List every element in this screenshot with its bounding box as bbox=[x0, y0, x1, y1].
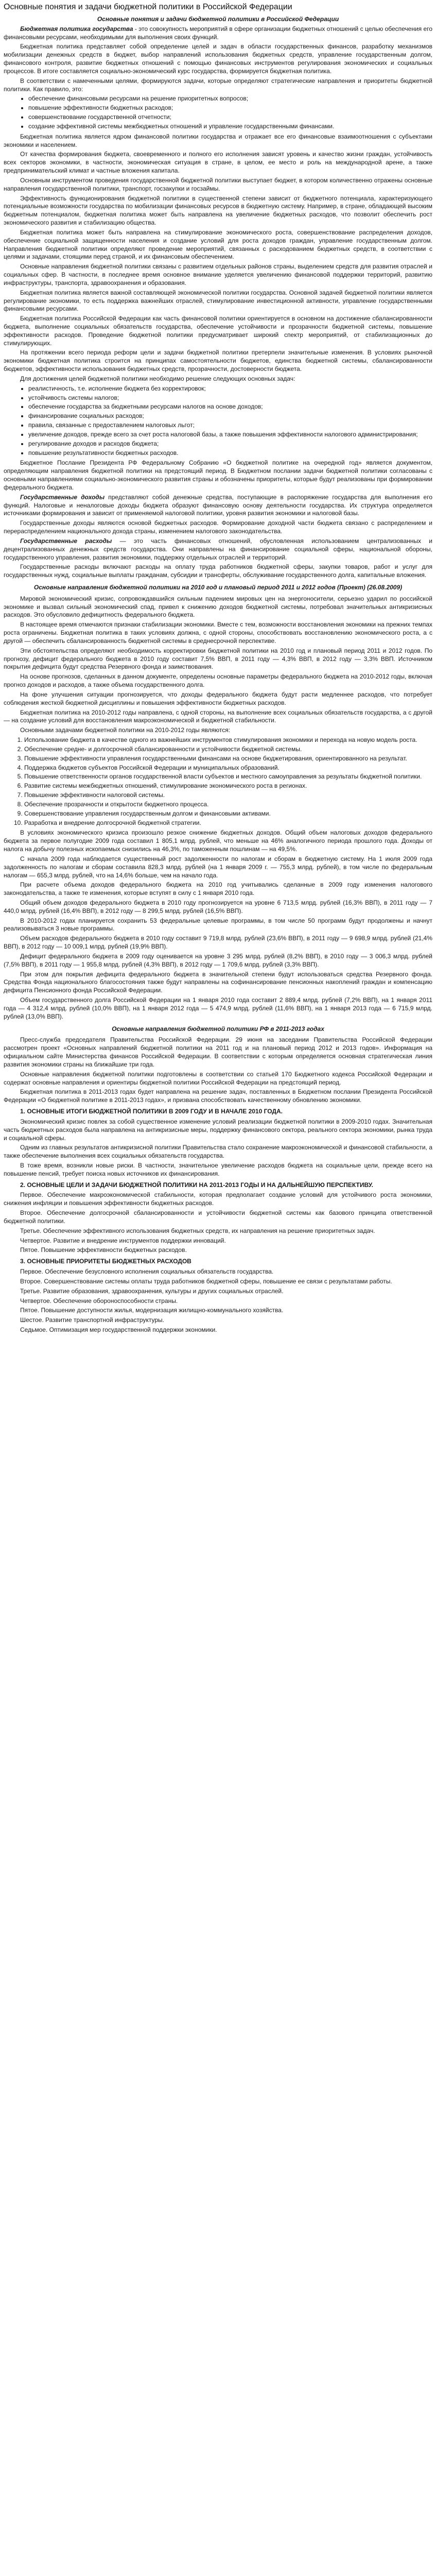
paragraph: Одним из главных результатов антикризисной политики Правительства стало сохранение макроэкономической и финансовой стабильности, а также обеспечение выполнения всех социальных обязательств государства. bbox=[4, 1144, 432, 1160]
paragraph-text: представляют собой денежные средства, поступающие в распоряжение государства для выполнения его функций. Налоговые и неналоговые доходы бюджета образуют финансовую основу деятельности государства. Их структура определяется источниками формирования и зависит от применяемой налоговой политики, уровня развития экономики и налоговой базы. bbox=[4, 493, 432, 517]
list-item: • правила, связанные с предоставлением налоговых льгот; bbox=[28, 421, 432, 430]
paragraph: Первое. Обеспечение макроэкономической стабильности, которая предполагает создание условий для устойчивого роста экономики, снижения инфляции и повышения эффективности бюджетных расходов. bbox=[4, 1191, 432, 1207]
paragraph: Бюджетная политика является ядром финансовой политики государства и отражает все его финансовые взаимоотношения с субъектами экономики и населением. bbox=[4, 132, 432, 148]
paragraph bbox=[4, 494, 432, 518]
intro-paragraph: Бюджетная политика представляет собой определение целей и задач в области государственных финансов, разработку механизмов мобилизации денежных средств в бюджет, выбор направлений использования бюджетных средств, управление государственным долгом, финансового контроля, развитие бюджетных отношений с помощью финансовых инструментов регулирования экономических и социальных процессов. В итоге составляется социально-экономический курс государства, формируется бюджетная политика. bbox=[4, 43, 432, 75]
section-heading-2011: Основные направления бюджетной политики РФ в 2011-2013 годах bbox=[112, 1025, 324, 1032]
paragraph-text: - это совокупность мероприятий в сфере организации бюджетных отношений с целью обеспечения его финансовыми ресурсами, необходимыми для выполнения своих функций. bbox=[4, 25, 432, 41]
intro-paragraph bbox=[4, 25, 432, 42]
list-item: • регулирование доходов и расходов бюджета; bbox=[28, 440, 432, 448]
list-item: 5. Повышение ответственности органов государственной власти субъектов и местного самоуправления за результаты бюджетной политики. bbox=[24, 773, 432, 781]
paragraph: Объем расходов федерального бюджета в 2010 году составит 9 719,8 млрд. рублей (23,6% ВВП), в 2011 году — 9 698,9 млрд. рублей (21,4% ВВП), в 2012 году — 10 009,1 млрд. рублей (19,9% ВВП). bbox=[4, 935, 432, 951]
paragraph: Третье. Развитие образования, здравоохранения, культуры и других социальных отраслей. bbox=[20, 1287, 284, 1295]
list-item: • совершенствование государственной отчетности; bbox=[28, 113, 432, 122]
paragraph: Бюджетная политика на 2010-2012 годы направлена, с одной стороны, на выполнение всех социальных обязательств государства, а с другой — на создание условий для восстановления макроэкономической и бюджетной стабильности. bbox=[4, 708, 432, 724]
paragraph: На фоне улучшения ситуации прогнозируется, что доходы федерального бюджета будут расти медленнее расходов, что потребует соблюдения жесткой бюджетной дисциплины и повышения эффективности бюджетных расходов. bbox=[4, 690, 432, 706]
term-lead: Бюджетная политика государства bbox=[20, 25, 133, 32]
paragraph: В 2010-2012 годах планируется сохранить 53 федеральные целевые программы, в том числе 50 программ будут продолжены и начнут реализовываться 3 новые программы. bbox=[4, 917, 432, 933]
subsection-heading: 2. ОСНОВНЫЕ ЦЕЛИ И ЗАДАЧИ БЮДЖЕТНОЙ ПОЛИТИКИ НА 2011-2013 ГОДЫ И НА ДАЛЬНЕЙШУЮ ПЕРСПЕКТИВУ. bbox=[20, 1181, 373, 1189]
paragraph: Основным инструментом проведения государственной бюджетной политики выступает бюджет, в котором количественно отражены основные направления государственной политики, транспорт, госзакупки и госзаймы. bbox=[4, 176, 432, 192]
paragraph: Второе. Совершенствование системы оплаты труда работников бюджетной сферы, повышение ее связи с результатами работы. bbox=[20, 1277, 392, 1285]
paragraph: В тоже время, возникли новые риски. В частности, значительное увеличение расходов бюджета на социальные цели, прежде всего на повышение пенсий, требует поиска новых источников их финансирования. bbox=[4, 1162, 432, 1177]
paragraph: От качества формирования бюджета, своевременного и полного его исполнения зависят уровень и качество жизни граждан, устойчивость всех секторов экономики, в частности, экономическая ситуация в стране, в целом, ее место и роль на международной арене, а также предпринимательский климат и частные вложения капитала. bbox=[4, 150, 432, 175]
paragraph bbox=[4, 537, 432, 562]
paragraph: В настоящее время отмечаются признаки стабилизации экономики. Вместе с тем, возможности восстановления экономики на прежних темпах роста ограничены. Бюджетная политика в таких условиях должна, с одной стороны, способствовать восстановлению экономического роста, а с другой — обеспечить сбалансированность бюджетной системы в среднесрочной перспективе. bbox=[4, 621, 432, 645]
paragraph: Для достижения целей бюджетной политики необходимо решение следующих основных задач: bbox=[20, 375, 295, 382]
paragraph: Основные направления бюджетной политики подготовлены в соответствии со статьей 170 Бюджетного кодекса Российской Федерации и содержат основные направления и ориентиры бюджетной политики Российской Федерации на предстоящий период. bbox=[4, 1070, 432, 1086]
list-item: • создание эффективной системы межбюджетных отношений и управление государственными финансами. bbox=[28, 123, 432, 131]
paragraph: Бюджетная политика может быть направлена на стимулирование экономического роста, совершенствование распределения доходов, обеспечение социальной защищенности населения и создание условий для роста доходов граждан, управление государственным долгом. Направления бюджетной политики определяют проведение мероприятий, связанных с расходованием бюджетных средств, в соответствии с целями и задачами, стоящими перед страной, и их финансовым обеспечением. bbox=[4, 228, 432, 261]
paragraph: Основные направления бюджетной политики связаны с развитием отдельных районов страны, выделением средств для развития отраслей и социальных сфер. В частности, в последнее время основное внимание уделяется увеличению финансовой поддержки территорий, развитию инфраструктуры, транспорта, здравоохранения и образования. bbox=[4, 263, 432, 286]
paragraph: Бюджетная политика Российской Федерации как часть финансовой политики ориентируется в основном на достижение сбалансированности бюджета, выполнение социальных обязательств государства, обеспечение устойчивости и прозрачности бюджетной системы, повышение эффективности расходов. Проведение бюджетной политики предусматривает широкий спектр мероприятий, от стабилизационных до стимулирующих. bbox=[4, 315, 432, 347]
list-item: • повышение эффективности бюджетных расходов; bbox=[28, 104, 432, 112]
paragraph: На протяжении всего периода реформ цели и задачи бюджетной политики претерпели значительные изменения. В условиях рыночной экономики бюджетная политика строится на принципах самостоятельности бюджетов, единства бюджетной системы, сбалансированности бюджетов, эффективности использования бюджетных средств, прозрачности, достоверности бюджета. bbox=[4, 349, 432, 373]
list-item: 1. Использование бюджета в качестве одного из важнейших инструментов стимулирования экономики и перехода на новую модель роста. bbox=[24, 736, 432, 744]
paragraph: Экономический кризис повлек за собой существенное изменение условий реализации бюджетной политики в 2009-2010 годах. Значительная часть бюджетных расходов была направлена на антикризисные меры, поддержку финансового сектора, реального сектора экономики, рынка труда и социальной сферы. bbox=[4, 1117, 432, 1142]
list-item: • устойчивость системы налогов; bbox=[28, 394, 432, 402]
subsection-heading: 3. ОСНОВНЫЕ ПРИОРИТЕТЫ БЮДЖЕТНЫХ РАСХОДОВ bbox=[20, 1258, 191, 1265]
paragraph: Пресс-служба председателя Правительства Российской Федерации. 29 июня на заседании Правительства Российской Федерации рассмотрен проект «Основных направлений бюджетной политики на 2011 год и на плановый период 2012 и 2013 годов». Информация на официальном сайте Министерства финансов Российской Федерации. В соответствии с которым определяется основная стратегическая линия развития экономики страны на ближайшие три года. bbox=[4, 1036, 432, 1068]
paragraph: Седьмое. Оптимизация мер государственной поддержки экономики. bbox=[20, 1326, 217, 1334]
paragraph-text: — это часть финансовых отношений, обусловленная использованием централизованных и децентрализованных денежных средств государства. Они направлены на финансирование социальной сферы, национальной обороны, государственного управления, развития экономики, поддержку отдельных отраслей и территорий. bbox=[4, 537, 432, 561]
list-item: • обеспечение финансовыми ресурсами на решение приоритетных вопросов; bbox=[28, 95, 432, 103]
list-item: • реалистичность, т.е. исполнение бюджета без корректировок; bbox=[28, 385, 432, 393]
list-item: 3. Повышение эффективности управления государственными финансами на основе бюджетирования, ориентированного на результат. bbox=[24, 755, 432, 763]
term-lead: Государственные доходы bbox=[20, 493, 105, 501]
term-lead: Государственные расходы bbox=[20, 537, 112, 545]
intro-paragraph: В соответствии с намеченными целями, формируются задачи, которые определяют стратегические направления и приоритеты бюджетной политики. Как правило, это: bbox=[4, 77, 432, 93]
page-title: Основные понятия и задачи бюджетной политики в Российской Федерации bbox=[4, 3, 292, 11]
paragraph: Государственные доходы являются основой бюджетных расходов. Формирование доходной части бюджета связано с распределением и перераспределением национального дохода страны, изменением налогового законодательства. bbox=[4, 519, 432, 535]
paragraph: Бюджетное Послание Президента РФ Федеральному Собранию «О бюджетной политике на очередной год» является документом, определяющим направления бюджетной политики на предстоящий период. В Бюджетном послании задачи бюджетной политики согласованы с основными направлениями социально-экономического развития страны и обозначены приоритеты, которые будут реализованы при формировании федерального бюджета. bbox=[4, 459, 432, 491]
intro-list bbox=[4, 95, 432, 130]
paragraph: Второе. Обеспечение долгосрочной сбалансированности и устойчивости бюджетной системы как базового принципа ответственной бюджетной политики. bbox=[4, 1209, 432, 1225]
list-item: 8. Обеспечение прозрачности и открытости бюджетного процесса. bbox=[24, 801, 432, 809]
list-item: • обеспечение государства за бюджетными ресурсами налогов на основе доходов; bbox=[28, 403, 432, 411]
paragraph: Эти обстоятельства определяют необходимость корректировки бюджетной политики на 2010 год и плановый период 2011 и 2012 годов. По прогнозу, дефицит федерального бюджета в 2010 году составит 7,5% ВВП, в 2011 году — 4,3% ВВП, в 2012 году — 3,3% ВВП. Источником покрытия дефицита будут средства Резервного фонда и заимствования. bbox=[4, 647, 432, 671]
paragraph: Основными задачами бюджетной политики на 2010-2012 годы являются: bbox=[20, 726, 231, 734]
paragraph: Мировой экономический кризис, сопровождавшийся сильным падением мировых цен на энергоносители, серьезно ударил по российской экономике и вызвал сильный экономический спад, привел к снижению доходов бюджетной системы, потребовал значительных антикризисных расходов. Это обусловило дефицитность федерального бюджета. bbox=[4, 595, 432, 619]
paragraph: На основе прогнозов, сделанных в данном документе, определены основные параметры федерального бюджета на 2010-2012 годы, включая прогноз доходов и расходов, а также объема государственного долга. bbox=[4, 673, 432, 689]
paragraph: Шестое. Развитие транспортной инфраструктуры. bbox=[20, 1316, 164, 1324]
list-item: • увеличение доходов, прежде всего за счет роста налоговой базы, а также повышения эффективности налогового администрирования; bbox=[28, 431, 432, 439]
paragraph: Третье. Обеспечение эффективного использования бюджетных средств, их направления на решение приоритетных задач. bbox=[20, 1227, 375, 1234]
subsection-heading: 1. ОСНОВНЫЕ ИТОГИ БЮДЖЕТНОЙ ПОЛИТИКИ В 2009 ГОДУ И В НАЧАЛЕ 2010 ГОДА. bbox=[20, 1108, 283, 1115]
paragraph: С начала 2009 года наблюдается существенный рост задолженности по налогам и сборам в бюджетную систему. На 1 июля 2009 года задолженность по налогам и сборам составила 828,3 млрд. рублей (на 1 января 2009 г. — 755,3 млрд. рублей), в том числе по федеральным налогам — 655,3 млрд. рублей, что на 14,6% больше, чем на начало года. bbox=[4, 855, 432, 879]
paragraph: В условиях экономического кризиса произошло резкое снижение бюджетных доходов. Общий объем налоговых доходов федерального бюджета за первое полугодие 2009 года составил 1 805,1 млрд. рублей, что меньше на 46% аналогичного периода прошлого года. Доходы от налога на добычу полезных ископаемых снизились на 46,3%, по таможенным пошлинам — на 49,5%. bbox=[4, 829, 432, 853]
paragraph: Четвертое. Обеспечение обороноспособности страны. bbox=[20, 1297, 178, 1304]
paragraph: Объем государственного долга Российской Федерации на 1 января 2010 года составит 2 889,4 млрд. рублей (7,2% ВВП), на 1 января 2011 года — 4 312,4 млрд. рублей (10,0% ВВП), на 1 января 2012 года — 5 474,9 млрд. рублей (11,6% ВВП), на 1 января 2013 года — 6 715,9 млрд. рублей (13,0% ВВП). bbox=[4, 996, 432, 1020]
list-item: 9. Совершенствование управления государственным долгом и финансовыми активами. bbox=[24, 810, 432, 818]
paragraph: Первое. Обеспечение безусловного исполнения социальных обязательств государства. bbox=[20, 1268, 274, 1276]
list-item: • повышение результативности бюджетных расходов. bbox=[28, 449, 432, 457]
paragraph: Пятое. Повышение эффективности бюджетных расходов. bbox=[20, 1246, 187, 1254]
section-heading-2010: Основные направления бюджетной политики на 2010 год и плановый период 2011 и 2012 годов (Проект) (26.08.2009) bbox=[33, 584, 403, 591]
list-item: • финансирование социальных расходов; bbox=[28, 412, 432, 420]
paragraph: Дефицит федерального бюджета в 2009 году оценивается на уровне 3 295 млрд. рублей (8,2% ВВП), в 2010 году — 3 006,3 млрд. рублей (7,5% ВВП), в 2011 году — 1 955,8 млрд. рублей (4,3% ВВП), в 2012 году — 1 709,6 млрд. рублей (3,3% ВВП). bbox=[4, 952, 432, 968]
paragraph: При этом для покрытия дефицита федерального бюджета в значительной степени будут использоваться средства Резервного фонда. Средства Фонда национального благосостояния также будут направлены на софинансирование пенсионных накоплений граждан и компенсацию дефицита Пенсионного фонда Российской Федерации. bbox=[4, 970, 432, 994]
list-item: 6. Развитие системы межбюджетных отношений, стимулирование экономического роста в регионах. bbox=[24, 782, 432, 790]
list-item: 10. Разработка и внедрение долгосрочной бюджетной стратегии. bbox=[24, 819, 432, 827]
goals-list bbox=[4, 385, 432, 457]
tasks-list bbox=[4, 736, 432, 827]
paragraph: Бюджетная политика является важной составляющей экономической политики государства. Основной задачей бюджетной политики является регулирование экономики, то есть поддержка важнейших отраслей, стимулирование инвестиционной активности, управление государственными финансовыми ресурсами. bbox=[4, 289, 432, 313]
intro-heading: Основные понятия и задачи бюджетной политики в Российской Федерации bbox=[97, 15, 339, 23]
paragraph: Общий объем доходов федерального бюджета в 2010 году прогнозируется на уровне 6 713,5 млрд. рублей (16,3% ВВП), в 2011 году — 7 440,0 млрд. рублей (16,4% ВВП), в 2012 году — 8 299,5 млрд. рублей (16,5% ВВП). bbox=[4, 899, 432, 914]
paragraph: Эффективность функционирования бюджетной политики в существенной степени зависит от бюджетного потенциала, характеризующего потенциальные возможности государства по мобилизации финансовых ресурсов в бюджетную систему. Например, в стране, обладающей высоким бюджетным потенциалом, бюджетная политика может быть направлена на увеличение бюджетных расходов, что позволит обеспечить рост экономического развития и стабилизацию общества. bbox=[4, 194, 432, 227]
list-item: 7. Повышение эффективности налоговой системы. bbox=[24, 791, 432, 800]
list-item: 4. Поддержка бюджетов субъектов Российской Федерации и муниципальных образований. bbox=[24, 764, 432, 772]
paragraph: Государственные расходы включают расходы на оплату труда работников бюджетной сферы, закупки товаров, работ и услуг для государственных нужд, социальные выплаты гражданам, субсидии и трансферты, обслуживание государственного долга, капитальные вложения. bbox=[4, 563, 432, 579]
list-item: 2. Обеспечение средне- и долгосрочной сбалансированности и устойчивости бюджетной системы. bbox=[24, 745, 432, 754]
paragraph: Бюджетная политика в 2011-2013 годах будет направлена на решение задач, поставленных в Бюджетном послании Президента Российской Федерации «О бюджетной политике в 2011-2013 годах», и призвана способствовать качественному обновлению экономики. bbox=[4, 1088, 432, 1104]
paragraph: Четвертое. Развитие и внедрение инструментов поддержки инноваций. bbox=[20, 1236, 226, 1244]
paragraph: При расчете объема доходов федерального бюджета на 2010 год учитывались сделанные в 2009 году изменения налогового законодательства, а также те изменения, которые вступят в силу с 1 января 2010 года. bbox=[4, 881, 432, 897]
paragraph: Пятое. Повышение доступности жилья, модернизация жилищно-коммунального хозяйства. bbox=[20, 1307, 284, 1314]
